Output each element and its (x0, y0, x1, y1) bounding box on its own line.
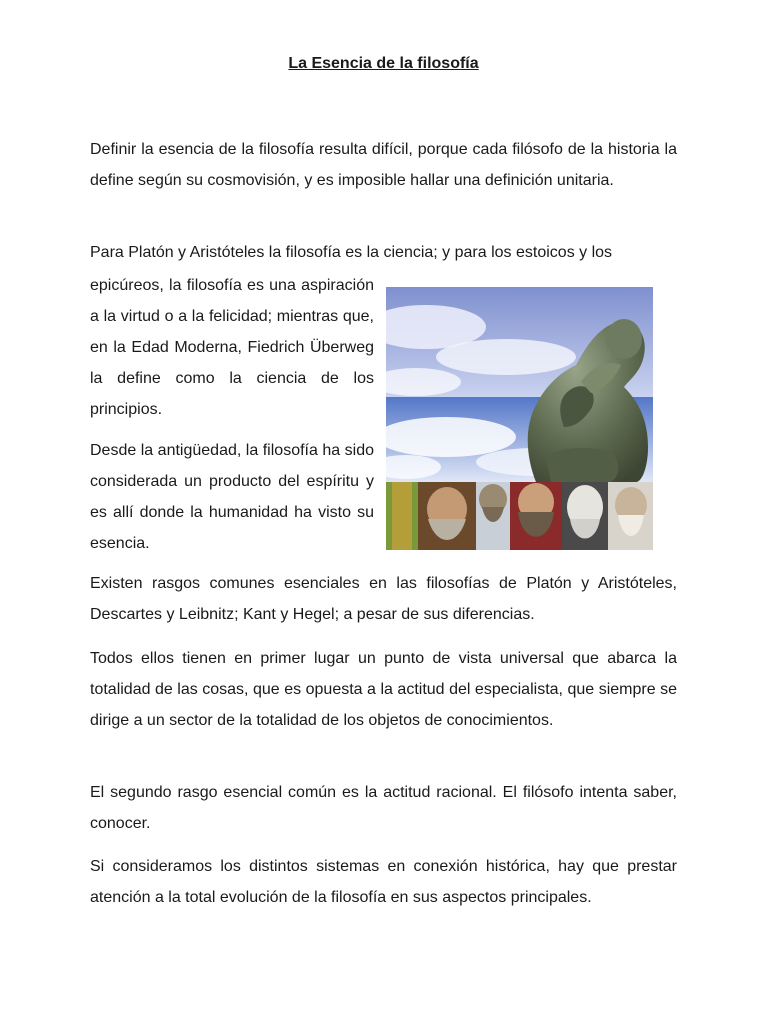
page-title: La Esencia de la filosofía (288, 55, 479, 72)
thinker-statue-collage-icon (386, 287, 653, 550)
paragraph-universal-view: Todos ellos tienen en primer lugar un punto de vista universal que abarca la totalidad de las cosas, que es opuesta a la actitud del especialista, que siempre se dirige a un sector de la totalidad de los objetos de conocimientos. (90, 650, 677, 729)
paragraph-definition: Definir la esencia de la filosofía resulta difícil, porque cada filósofo de la historia la define según su cosmovisión, y es imposible hallar una definición unitaria. (90, 141, 677, 189)
paragraph-rational-attitude: El segundo rasgo esencial común es la actitud racional. El filósofo intenta saber, conocer. (90, 784, 677, 832)
paragraph-plato-line: Para Platón y Aristóteles la filosofía es la ciencia; y para los estoicos y los (90, 244, 613, 261)
paragraph-common-traits: Existen rasgos comunes esenciales en las filosofías de Platón y Aristóteles, Descartes y Leibnitz; Kant y Hegel; a pesar de sus diferencias. (90, 575, 677, 623)
paragraph-epicureans: epicúreos, la filosofía es una aspiración a la virtud o a la felicidad; mientras que, en la Edad Moderna, Fiedrich Überweg la define como la ciencia de los principios. (90, 277, 374, 418)
document-page (90, 0, 677, 1024)
paragraph-antiquity: Desde la antigüedad, la filosofía ha sido considerada un producto del espíritu y es allí donde la humanidad ha visto su esencia. (90, 442, 374, 552)
paragraph-historical-connection: Si consideramos los distintos sistemas en conexión histórica, hay que prestar atención a la total evolución de la filosofía en sus aspectos principales. (90, 858, 677, 906)
